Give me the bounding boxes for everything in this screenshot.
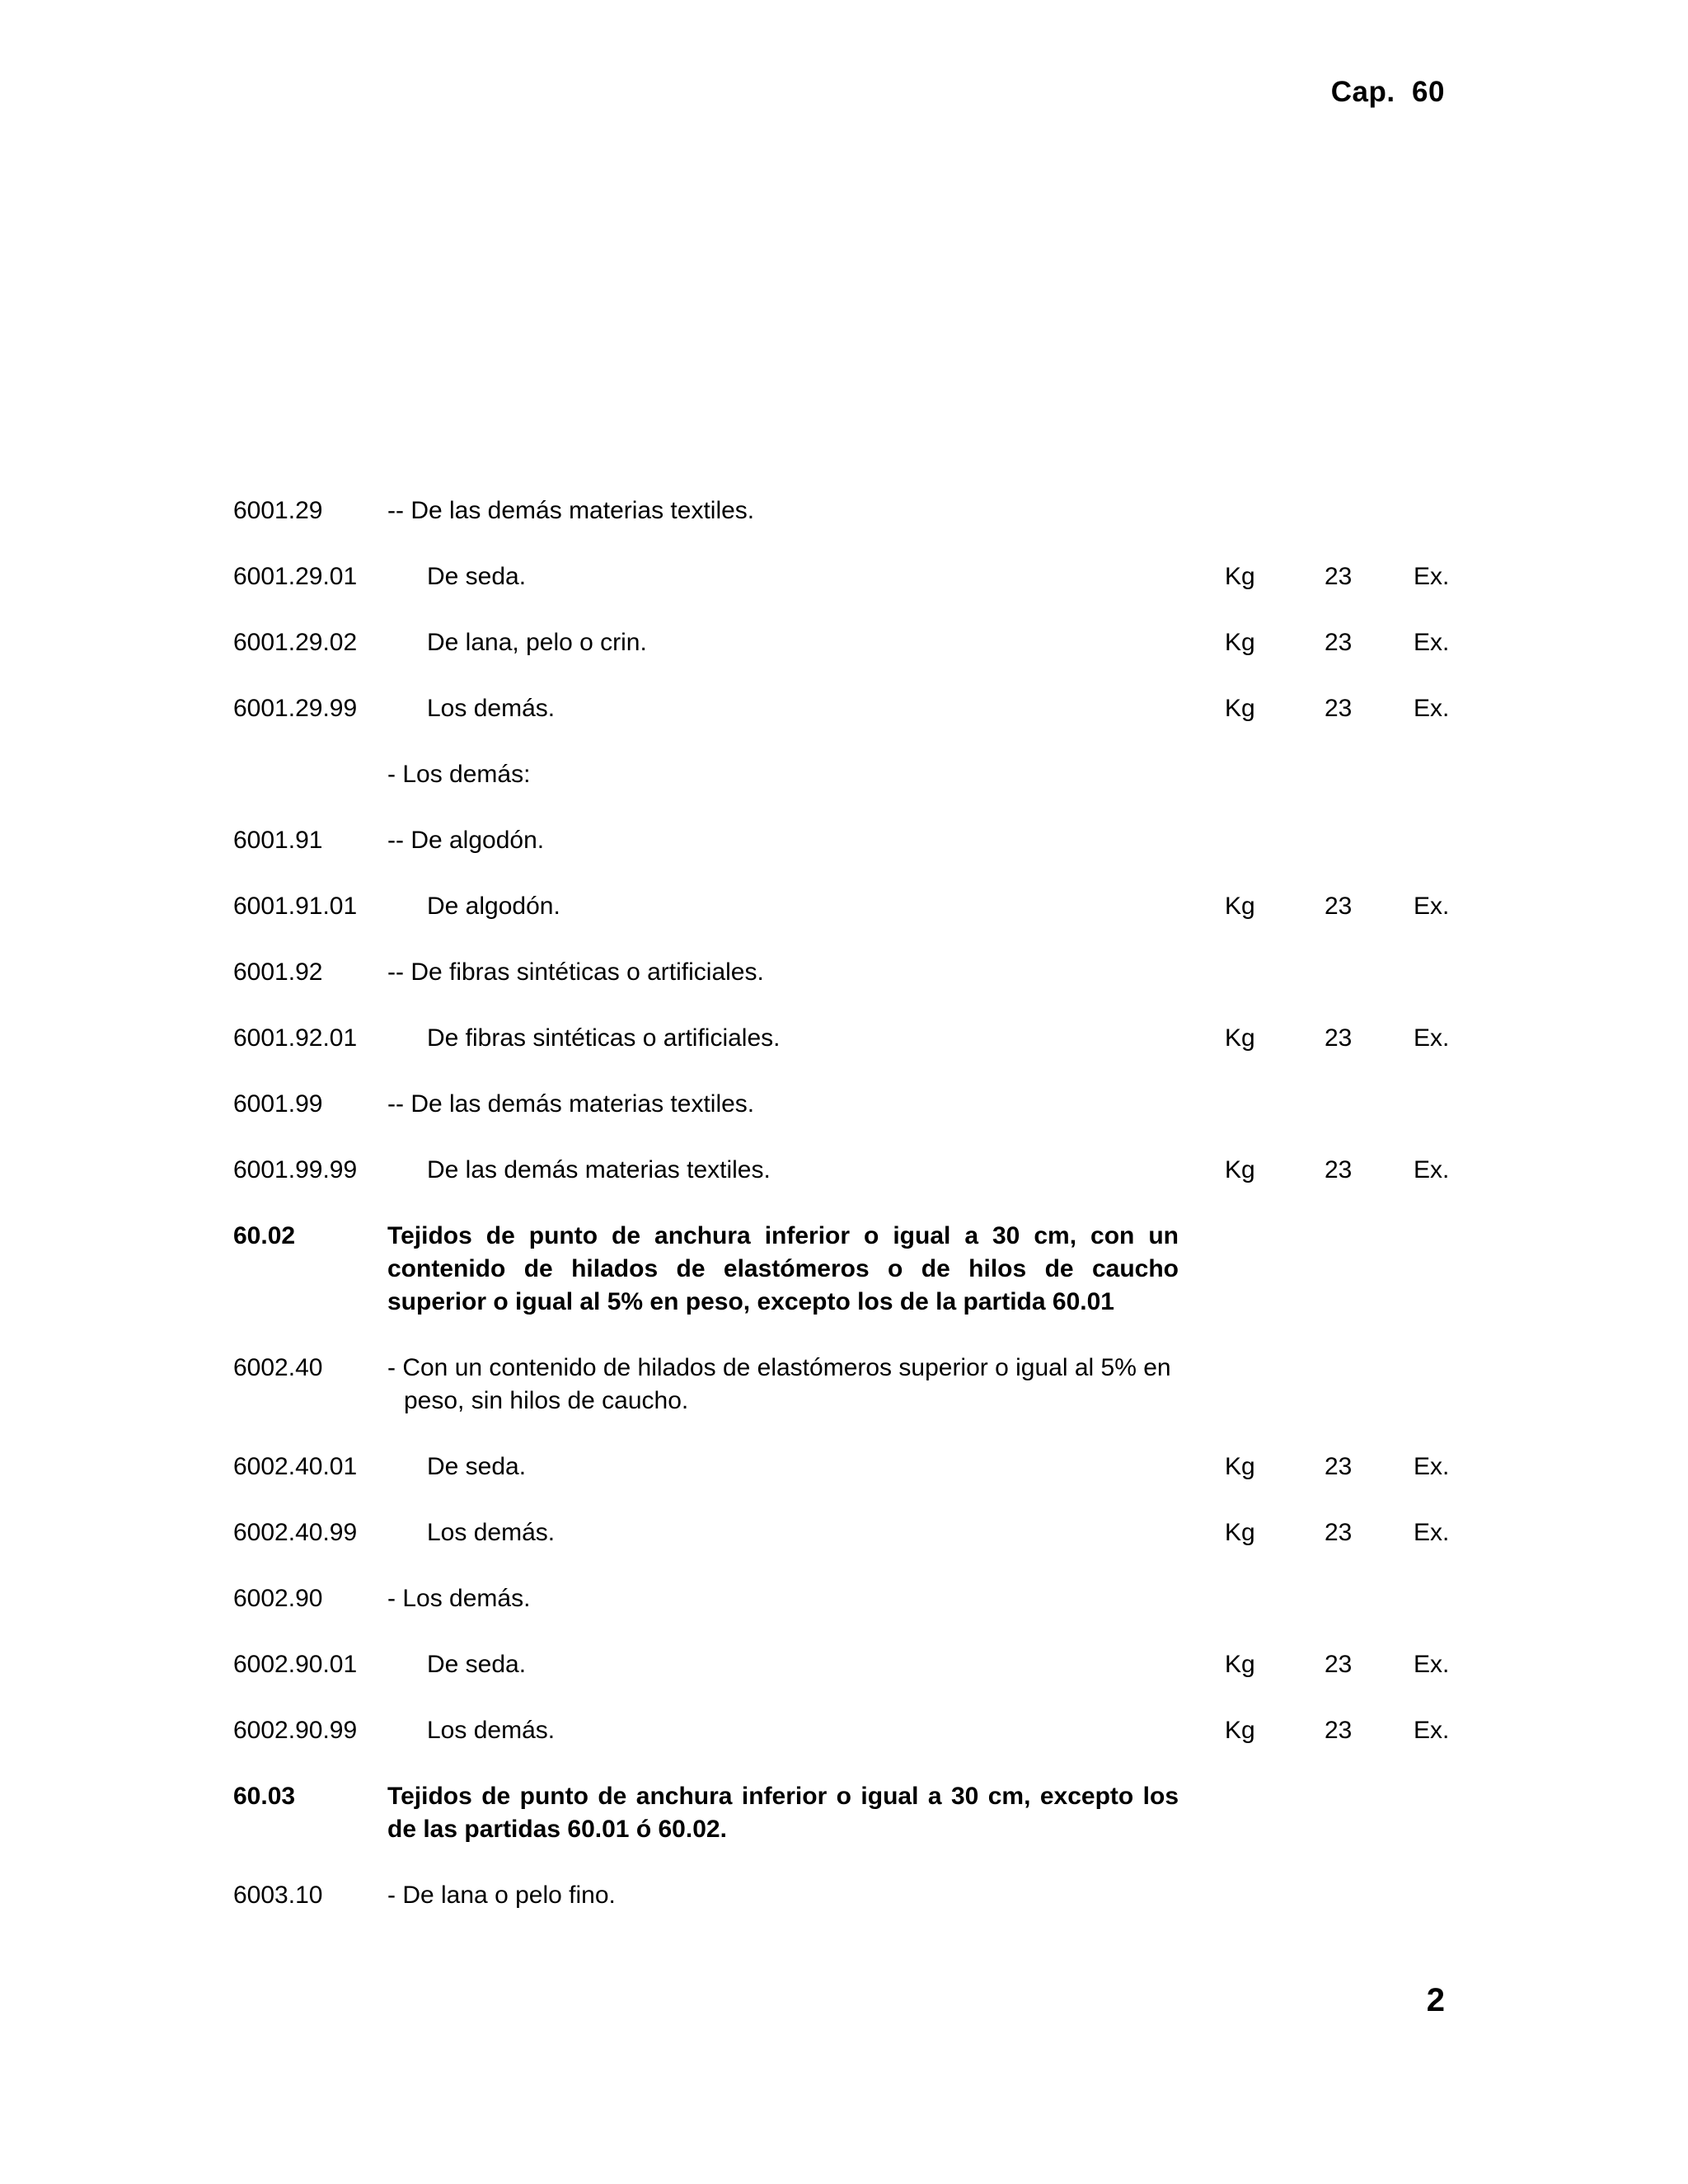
tariff-row: [0, 1451, 1688, 1483]
tariff-code: 6001.92.01: [233, 1024, 358, 1052]
tariff-code: 6001.91: [233, 827, 323, 854]
import-rate: 23: [1325, 1024, 1353, 1052]
tariff-code: 6001.29.01: [233, 563, 358, 590]
tariff-code: 6002.90: [233, 1585, 323, 1612]
tariff-code: 6002.40.99: [233, 1519, 358, 1546]
tariff-code: 6001.29: [233, 497, 323, 524]
export-rate: Ex.: [1414, 1453, 1450, 1480]
unit-of-measure: Kg: [1225, 695, 1255, 722]
unit-of-measure: Kg: [1225, 563, 1255, 590]
tariff-code: 6002.90.99: [233, 1717, 358, 1744]
tariff-description: De las demás materias textiles.: [427, 1156, 771, 1183]
tariff-description: De seda.: [427, 1453, 527, 1480]
tariff-description: Los demás.: [427, 1519, 556, 1546]
unit-of-measure: Kg: [1225, 1717, 1255, 1744]
tariff-row: [0, 1154, 1688, 1187]
export-rate: Ex.: [1414, 563, 1450, 590]
import-rate: 23: [1325, 1519, 1353, 1546]
import-rate: 23: [1325, 1453, 1353, 1480]
import-rate: 23: [1325, 893, 1353, 920]
tariff-code: 6002.40.01: [233, 1453, 358, 1480]
tariff-row: [0, 1516, 1688, 1549]
import-rate: 23: [1325, 695, 1353, 722]
tariff-code: 6001.29.02: [233, 629, 358, 656]
tariff-description: -- De fibras sintéticas o artificiales.: [387, 958, 764, 986]
tariff-description: - Los demás.: [387, 1585, 531, 1612]
tariff-code: 6001.92: [233, 958, 323, 986]
unit-of-measure: Kg: [1225, 893, 1255, 920]
tariff-row: [0, 956, 1688, 989]
tariff-row: [0, 1088, 1688, 1121]
unit-of-measure: Kg: [1225, 1024, 1255, 1052]
tariff-description: -- De algodón.: [387, 827, 545, 854]
unit-of-measure: Kg: [1225, 1453, 1255, 1480]
tariff-description: De seda.: [427, 563, 527, 590]
tariff-description: Los demás.: [427, 695, 556, 722]
import-rate: 23: [1325, 1717, 1353, 1744]
export-rate: Ex.: [1414, 1156, 1450, 1183]
tariff-table: [0, 494, 1688, 1945]
export-rate: Ex.: [1414, 1024, 1450, 1052]
export-rate: Ex.: [1414, 1651, 1450, 1678]
import-rate: 23: [1325, 629, 1353, 656]
import-rate: 23: [1325, 563, 1353, 590]
tariff-row: [0, 560, 1688, 593]
export-rate: Ex.: [1414, 1519, 1450, 1546]
tariff-description: De lana, pelo o crin.: [427, 629, 647, 656]
export-rate: Ex.: [1414, 893, 1450, 920]
tariff-row: [0, 1648, 1688, 1681]
tariff-code: 6002.40: [233, 1354, 323, 1381]
export-rate: Ex.: [1414, 629, 1450, 656]
tariff-row: [0, 1352, 1688, 1418]
tariff-description: De algodón.: [427, 893, 560, 920]
tariff-row: [0, 1879, 1688, 1912]
tariff-description: -- De las demás materias textiles.: [387, 497, 755, 524]
tariff-code: 6001.99: [233, 1090, 323, 1118]
tariff-description: - De lana o pelo fino.: [387, 1882, 616, 1909]
heading-row: [0, 1220, 1688, 1319]
tariff-description: -- De las demás materias textiles.: [387, 1090, 755, 1118]
tariff-row: [0, 494, 1688, 527]
tariff-row: [0, 626, 1688, 659]
import-rate: 23: [1325, 1156, 1353, 1183]
export-rate: Ex.: [1414, 695, 1450, 722]
unit-of-measure: Kg: [1225, 629, 1255, 656]
tariff-row: [0, 1582, 1688, 1615]
import-rate: 23: [1325, 1651, 1353, 1678]
tariff-row: [0, 824, 1688, 857]
tariff-row: [0, 1714, 1688, 1747]
export-rate: Ex.: [1414, 1717, 1450, 1744]
tariff-description: De fibras sintéticas o artificiales.: [427, 1024, 781, 1052]
tariff-description: - Con un contenido de hilados de elastómeros superior o igual al 5% en peso, sin hilos de caucho.: [387, 1354, 1171, 1414]
page-number: 2: [1426, 1982, 1445, 2018]
tariff-description: Tejidos de punto de anchura inferior o igual a 30 cm, excepto los de las partidas 60.01 ó 60.02.: [387, 1783, 1179, 1843]
tariff-description: - Los demás:: [387, 761, 531, 788]
heading-row: [0, 1780, 1688, 1846]
tariff-code: 6002.90.01: [233, 1651, 358, 1678]
tariff-description: De seda.: [427, 1651, 527, 1678]
tariff-row: [0, 890, 1688, 923]
tariff-code: 6003.10: [233, 1882, 323, 1909]
unit-of-measure: Kg: [1225, 1651, 1255, 1678]
tariff-description: Tejidos de punto de anchura inferior o igual a 30 cm, con un contenido de hilados de elastómeros o de hilos de caucho superior o igual al 5% en peso, excepto los de la partida 60.01: [387, 1222, 1179, 1315]
tariff-row: [0, 758, 1688, 791]
tariff-code: 6001.99.99: [233, 1156, 358, 1183]
tariff-row: [0, 1022, 1688, 1055]
tariff-code: 60.02: [233, 1222, 296, 1249]
chapter-header: Cap. 60: [1330, 76, 1445, 108]
tariff-row: [0, 692, 1688, 725]
tariff-code: 6001.29.99: [233, 695, 358, 722]
unit-of-measure: Kg: [1225, 1156, 1255, 1183]
unit-of-measure: Kg: [1225, 1519, 1255, 1546]
tariff-code: 6001.91.01: [233, 893, 358, 920]
tariff-code: 60.03: [233, 1783, 296, 1810]
tariff-description: Los demás.: [427, 1717, 556, 1744]
